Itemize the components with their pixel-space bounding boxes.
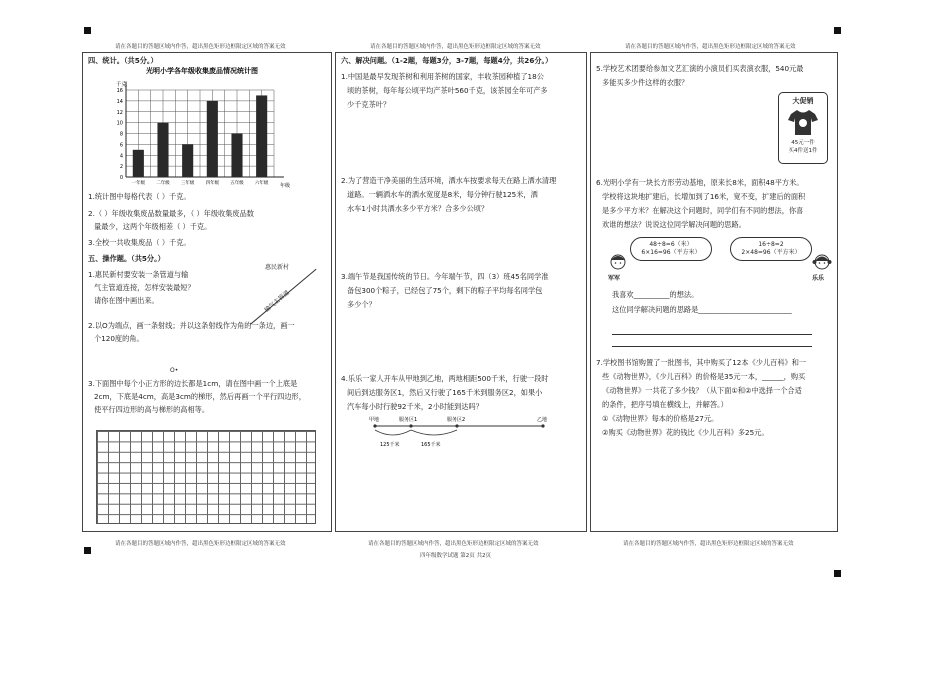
road-dist1: 125千米 — [380, 442, 400, 448]
x-tick-label: 六年级 — [254, 181, 269, 186]
section-6-title: 六、解决问题。（1-2题，每题3分，3-7题，每题4分，共26分。） — [341, 56, 553, 65]
y-tick-label: 2 — [119, 164, 123, 171]
promo-price: 45元一件 — [791, 140, 815, 146]
y-tick-label: 14 — [116, 98, 123, 105]
answer-line — [612, 346, 812, 347]
solve-q1-l1: 1.中国是最早发现茶树和利用茶树的国家，丰收茶园种植了18公 — [341, 72, 544, 81]
solve-q4-l2: 间后到达服务区1，然后又行驶了165千米到服务区2，如果小 — [347, 388, 543, 397]
drawing-grid[interactable] — [96, 430, 316, 524]
road-dist2: 165千米 — [421, 442, 441, 448]
corner-mark — [84, 547, 91, 554]
chart-xlabel: 年级 — [280, 183, 291, 189]
solve-q2-l3: 水车1小时共洒水多少平方米？合多少公顷？ — [347, 204, 489, 213]
y-tick-label: 8 — [119, 131, 123, 138]
condition-2: ②购买《动物世界》花的钱比《少儿百科》多25元。 — [602, 428, 769, 437]
idea-line: 这位同学解决问题的思路是__________________________ — [612, 305, 792, 314]
boy-avatar-icon — [608, 252, 628, 272]
bubble-lele — [730, 237, 812, 261]
point-o: O• — [170, 367, 179, 374]
bar — [256, 95, 267, 177]
village-label: 惠民新村 — [265, 264, 290, 271]
chart-title: 光明小学各年级收集废品情况统计图 — [146, 67, 258, 75]
solve-q6-l3: 是多少平方米？在解决这个问题时，同学们有不同的想法，你喜 — [602, 206, 804, 215]
road-service2: 服务区2 — [447, 417, 466, 423]
y-tick-label: 0 — [119, 175, 123, 181]
corner-mark — [84, 27, 91, 34]
like-line: 我喜欢__________的想法。 — [612, 290, 699, 299]
solve-q3-l3: 多少个？ — [347, 300, 376, 309]
solve-q5-l1: 5.学校艺术团要给参加文艺汇演的小演员们买表演衣服，540元最 — [596, 64, 804, 73]
header-notice: 请在各题目的答题区域内作答，超出黑色矩形边框限定区域的答案无效 — [370, 44, 541, 50]
x-tick-label: 三年级 — [180, 181, 195, 186]
x-tick-label: 四年级 — [205, 181, 220, 186]
bubble-junjun-l1: 48÷8=6（米） — [649, 241, 693, 248]
solve-q1-l2: 顷的茶树，每年每公顷平均产茶叶560千克，该茶园全年可产多 — [347, 86, 548, 95]
bubble-lele-l1: 16÷8=2 — [758, 241, 784, 248]
solve-q4-l3: 汽车每小时行驶92千米，2小时能到达吗？ — [347, 402, 483, 411]
road-end: 乙地 — [537, 417, 548, 423]
bar-chart — [82, 64, 332, 196]
op-q1b: 气主管道连接，怎样安装最短？ — [94, 283, 195, 292]
solve-q3-l1: 3.端午节是我国传统的节日。今年端午节，四（3）班45名同学准 — [341, 272, 549, 281]
solve-q6-l2: 学校将这块地扩建后，长增加到了16米，宽不变，扩建后的面积 — [602, 192, 806, 201]
solve-q6-l1: 6.光明小学有一块长方形劳动基地，原来长8米，面积48平方米。 — [596, 178, 804, 187]
y-tick-label: 4 — [119, 153, 123, 160]
road-diagram — [355, 414, 555, 450]
promo-deal: 买4件送1件 — [788, 148, 818, 154]
footer-notice: 请在各题目的答题区域内作答，超出黑色矩形边框限定区域的答案无效 — [623, 541, 794, 547]
solve-q7-l3: 《动物世界》一共花了多少钱？（从下面①和②中选择一个合适 — [602, 386, 802, 395]
solve-q2-l1: 2.为了营造干净美丽的生活环境，洒水车按要求每天在路上洒水清理 — [341, 176, 557, 185]
stat-q1: 1.统计图中每格代表（ ）千克。 — [88, 192, 191, 201]
header-notice: 请在各题目的答题区域内作答，超出黑色矩形边框限定区域的答案无效 — [625, 44, 796, 50]
op-q3c: 使平行四边形的高与梯形的高相等。 — [94, 405, 210, 414]
bar — [231, 134, 242, 178]
promo-title: 大促销 — [792, 97, 814, 105]
bar — [182, 144, 193, 177]
y-tick-label: 12 — [116, 109, 123, 116]
solve-q7-l4: 的条件，把序号填在横线上，并解答。） — [602, 400, 728, 409]
solve-q3-l2: 备包300个粽子，已经包了75个，剩下的粽子平均每名同学包 — [347, 286, 543, 295]
bubble-junjun-l2: 6×16=96（平方米） — [641, 249, 701, 257]
op-q2b: 个120度的角。 — [94, 334, 144, 343]
op-q2a: 2.以O为端点，画一条射线；并以这条射线作为角的一条边，画一 — [88, 321, 295, 330]
chart-ylabel: 千克 — [116, 82, 128, 88]
solve-q1-l3: 少千克茶叶？ — [347, 100, 391, 109]
footer-notice: 请在各题目的答题区域内作答，超出黑色矩形边框限定区域的答案无效 — [115, 541, 286, 547]
bubble-junjun — [630, 237, 712, 261]
x-tick-label: 五年级 — [230, 181, 244, 186]
kid-lele: 乐乐 — [812, 275, 825, 282]
stat-q2a: 2.（ ）年级收集废品数量最多，（ ）年级收集废品数 — [88, 209, 254, 218]
x-tick-label: 二年级 — [156, 181, 170, 186]
solve-q6-l4: 欢谁的想法？说说这位同学解决问题的思路。 — [602, 220, 746, 229]
tshirt-icon — [787, 108, 819, 136]
solve-q7-l1: 7.学校图书馆购置了一批图书，其中购买了12本《少儿百科》和一 — [596, 358, 807, 367]
section-5-title: 五、操作题。（共5分。） — [88, 254, 165, 263]
kid-junjun: 军军 — [608, 275, 621, 282]
bar — [207, 101, 218, 177]
bubble-lele-l2: 2×48=96（平方米） — [741, 249, 801, 257]
solve-q4-l1: 4.乐乐一家人开车从甲地到乙地，两地相距500千米，行驶一段时 — [341, 374, 549, 383]
header-notice: 请在各题目的答题区域内作答，超出黑色矩形边框限定区域的答案无效 — [115, 44, 286, 50]
bar — [157, 123, 168, 177]
promo-box — [778, 92, 828, 164]
op-q3a: 3.下面图中每个小正方形的边长都是1cm，请在图中画一个上底是 — [88, 379, 298, 388]
solve-q7-l2: 些《动物世界》，《少儿百科》的价格是35元一本，______，购买 — [602, 372, 806, 381]
op-q1a: 1.惠民新村要安装一条管道与输 — [88, 270, 189, 279]
bar — [133, 150, 144, 177]
road-service1: 服务区1 — [399, 417, 418, 423]
section-4-title: 四、统计。（共5分。） — [88, 56, 158, 65]
y-tick-label: 6 — [119, 142, 123, 149]
stat-q2b: 量最少，这两个年级相差（ ）千克。 — [94, 222, 212, 231]
corner-mark — [834, 570, 841, 577]
pipe-label: 输气主管道 — [263, 289, 291, 314]
girl-avatar-icon — [812, 252, 832, 272]
footer-notice: 请在各题目的答题区域内作答，超出黑色矩形边框限定区域的答案无效 — [368, 541, 539, 547]
op-q1c: 请你在图中画出来。 — [94, 296, 159, 305]
op-q3b: 2cm，下底是4cm，高是3cm的梯形，然后再画一个平行四边形， — [94, 392, 306, 401]
stat-q3: 3.全校一共收集废品（ ）千克。 — [88, 238, 191, 247]
solve-q2-l2: 道路。一辆洒水车的洒水宽度是8米，每分钟行驶125米，洒 — [347, 190, 538, 199]
condition-1: ①《动物世界》每本的价格是27元。 — [602, 414, 719, 423]
footer-page: 四年级数学试题 第2页 共2页 — [420, 553, 491, 559]
solve-q5-l2: 多能买多少件这样的衣服？ — [602, 78, 689, 87]
y-tick-label: 16 — [116, 88, 123, 94]
answer-line — [612, 334, 812, 335]
y-tick-label: 10 — [116, 120, 123, 127]
corner-mark — [834, 27, 841, 34]
x-tick-label: 一年级 — [131, 181, 146, 186]
road-start: 甲地 — [369, 417, 380, 423]
